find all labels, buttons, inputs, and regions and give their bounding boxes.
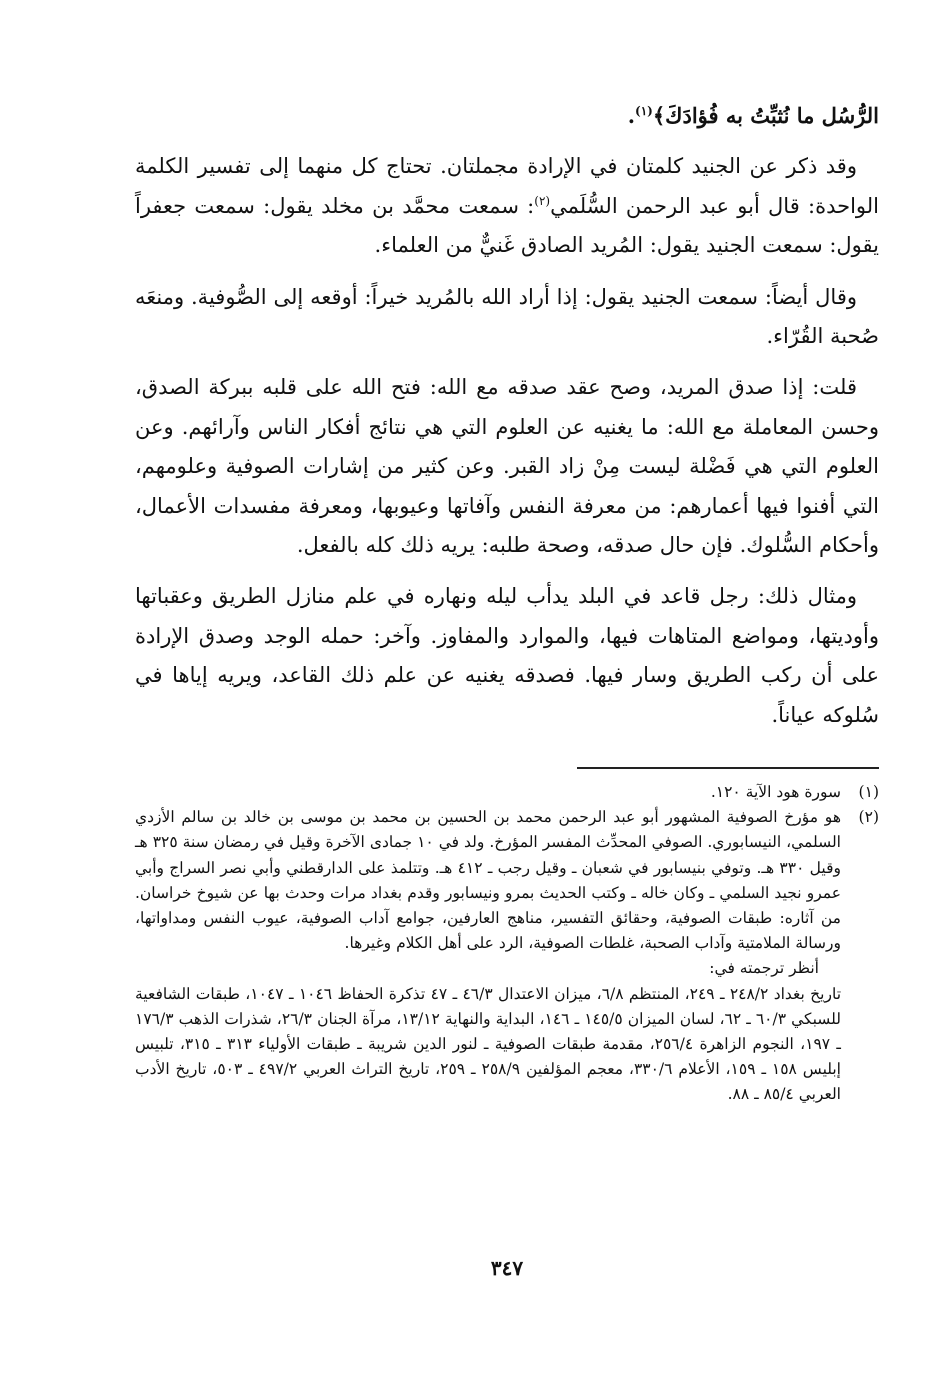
footnote-2 — [135, 805, 879, 1107]
footnote-1-number: (١) — [858, 783, 879, 801]
main-text — [135, 96, 879, 735]
footnote-1 — [135, 780, 879, 805]
footnote-2-number: (٢) — [858, 808, 879, 827]
footnote-ref-1: (١) — [635, 104, 653, 118]
footnote-2-text: هو مؤرخ الصوفية المشهور أبو عبد الرحمن محمد بن الحسين بن محمد بن موسى بن خالد بن سالم الأزدي السلمي، النيسابوري. الصوفي المحدِّث المفسر المؤرخ. ولد في ١٠ جمادى الآخرة وقيل في رمضان سنة ٣٢٥ هـ وقيل ٣٣٠ هـ. وتوفي بنيسابور في شعبان ـ وقيل رجب ـ ٤١٢ هـ. وتتلمذ على الدارقطني وأبي نصر السراج وأبي عمرو نجيد السلمي ـ وكان خاله ـ وكتب الحديث بمرو ونيسابور وقدم بغداد مرات وحدث بها عن شيوخ خراسان. من آثاره: طبقات الصوفية، وحقائق التفسير، مناهج العارفين، جوامع آداب الصوفية، عيوب النفس ومداواتها، ورسالة الملامتية وآداب الصحبة، غلطات الصوفية، الرد على أهل الكلام وغيرها. — [135, 808, 841, 953]
footnote-2-references: تاريخ بغداد ٢٤٨/٢ ـ ٢٤٩، المنتظم ٦/٨، ميزان الاعتدال ٤٦/٣ ـ ٤٧ تذكرة الحفاظ ١٠٤٦ ـ ١٠٤٧، طبقات الشافعية للسبكي ٦٠/٣ ـ ٦٢، لسان الميزان ١٤٥/٥ ـ ١٤٦، البداية والنهاية ١٣/١٢، مرآة الجنان ٢٦/٣، شذرات الذهب ١٧٦/٣ ـ ١٩٧، النجوم الزاهرة ٢٥٦/٤، مقدمة طبقات الصوفية ـ لنور الدين شريبة ـ طبقات الأولياء ٣١٣ ـ ٣١٥، تلبيس إبليس ١٥٨ ـ ١٥٩، الأعلام ٣٣٠/٦، معجم المؤلفين ٢٥٨/٩ ـ ٢٥٩، تاريخ التراث العربي ٤٩٧/٢ ـ ٥٠٣، تاريخ الأدب العربي ٨٥/٤ ـ ٨٨. — [135, 984, 842, 1104]
footnotes — [135, 780, 879, 1108]
paragraph-1-part-a: وقد ذكر عن الجنيد كلمتان في الإرادة مجملتان. تحتاج كل منهما إلى تفسير الكلمة الواحدة: قال أبو عبد الرحمن السُّلَمي — [135, 154, 879, 218]
verse-text: الرُّسُل ما نُثبِّتُ به فُؤادَكَ﴾ — [652, 103, 879, 128]
footnote-divider — [577, 767, 879, 769]
paragraph-junayd-sufis: وقال أيضاً: سمعت الجنيد يقول: إذا أراد الله بالمُريد خيراً: أوقعه إلى الصُّوفية. ومنعَه صُحبة القُرّاء. — [135, 284, 879, 349]
footnote-1-text: سورة هود الآية ١٢٠. — [710, 783, 841, 801]
paragraph-commentary: قلت: إذا صدق المريد، وصح عقد صدقه مع الله: فتح الله على قلبه ببركة الصدق، وحسن المعاملة مع الله: ما يغنيه عن العلوم التي هي نتائج أفكار الناس وآرائهم. وعن العلوم التي هي فَضْلة ليست مِنْ زاد القبر. وعن كثير من إشارات الصوفية وعلومهم، التي أفنوا فيها أعمارهم: من معرفة النفس وآفاتها وعيوبها، ومعرفة مفسدات الأعمال، وأحكام السُّلوك. فإن حال صدقه، وصحة طلبه: يريه ذلك كله بالفعل. — [135, 375, 879, 558]
paragraph-example: ومثال ذلك: رجل قاعد في البلد يدأب ليله ونهاره في علم منازل الطريق وعقباتها وأوديتها، ومواضع المتاهات فيها، والموارد والمفاوز. وآخر: حمله الوجد وصدق الإرادة على أن ركب الطريق وسار فيها. فصدقه يغنيه عن علم ذلك القاعد، ويريه إياها في سُلوكه عياناً. — [135, 584, 879, 727]
paragraph-1-part-b: : سمعت محمَّد بن مخلد يقول: سمعت جعفراً يقول: سمعت الجنيد يقول: المُريد الصادق غَنيٌّ من العلماء. — [135, 193, 879, 258]
paragraph-quran-verse — [135, 96, 879, 135]
book-page — [135, 96, 879, 1296]
paragraph-junayd-words — [135, 147, 879, 265]
footnote-2-body — [135, 805, 841, 1107]
footnote-2-see-also: أنظر ترجمته في: — [709, 959, 819, 978]
page-number: ٣٤٧ — [490, 1256, 524, 1280]
verse-end: . — [627, 103, 636, 128]
footnote-ref-2: (٢) — [534, 193, 551, 208]
